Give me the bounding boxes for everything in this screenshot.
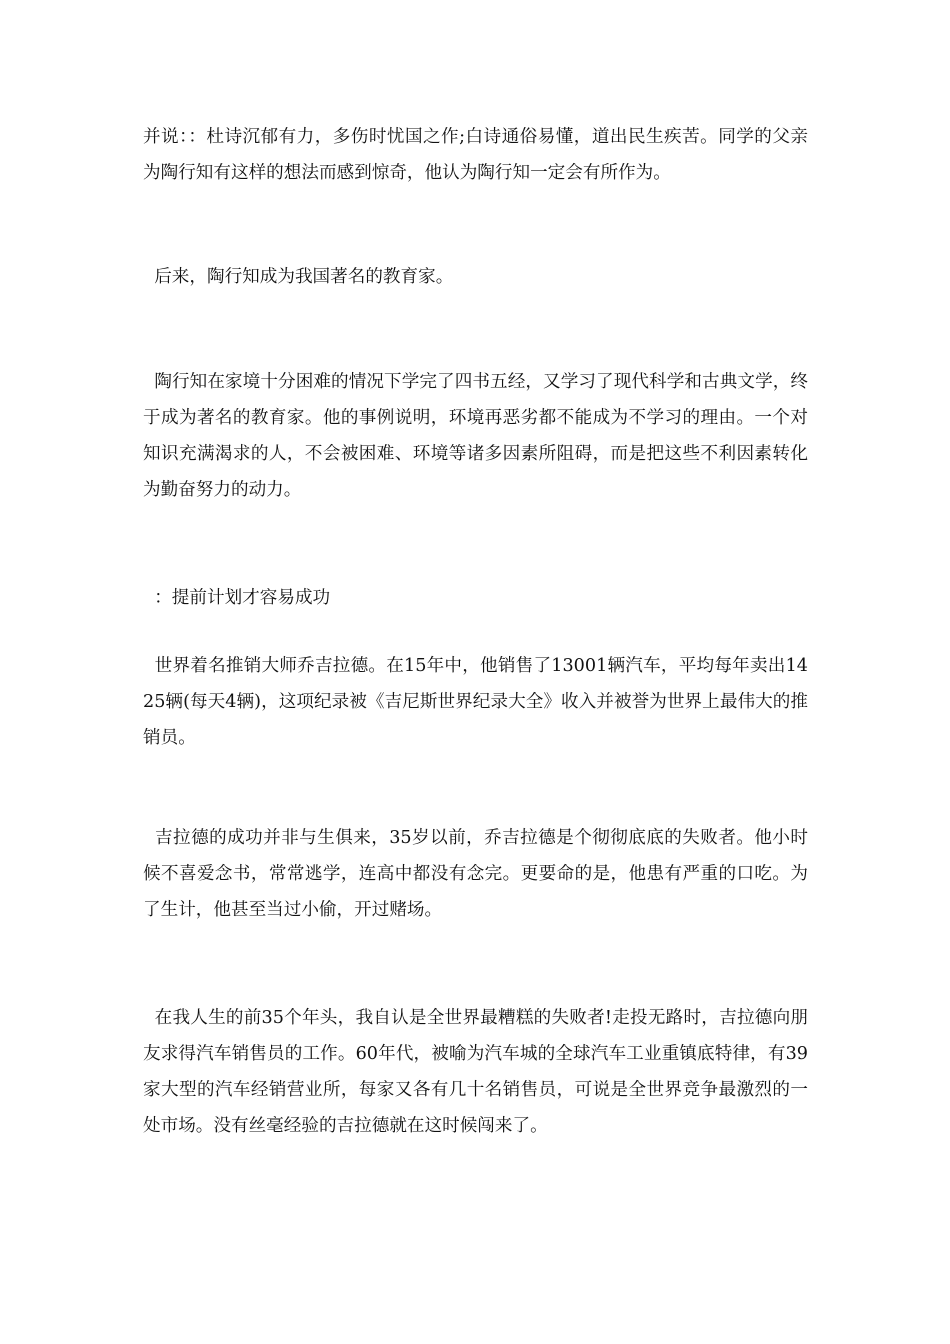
- paragraph-lesson: 陶行知在家境十分困难的情况下学完了四书五经，又学习了现代科学和古典文学，终于成为著名的教育家。他的事例说明，环境再恶劣都不能成为不学习的理由。一个对知识充满渴求的人，不会被困难、环境等诸多因素所阻碍，而是把这些不利因素转化为勤奋努力的动力。: [143, 372, 808, 500]
- section-heading: ：提前计划才容易成功: [143, 588, 331, 608]
- paragraph-sales-start: 在我人生的前35个年头，我自认是全世界最糟糕的失败者!走投无路时，吉拉德向朋友求得汽车销售员的工作。60年代，被喻为汽车城的全球汽车工业重镇底特律，有39家大型的汽车经销营业所，每家又各有几十名销售员，可说是全世界竞争最激烈的一处市场。没有丝毫经验的吉拉德就在这时候闯来了。: [143, 1008, 808, 1136]
- paragraph-poetry-comment: 并说：：杜诗沉郁有力，多伤时忧国之作;白诗通俗易懂，道出民生疾苦。同学的父亲为陶行知有这样的想法而感到惊奇，他认为陶行知一定会有所作为。: [143, 127, 808, 183]
- paragraph-joe-girard-intro: 世界着名推销大师乔吉拉德。在15年中，他销售了13001辆汽车，平均每年卖出1425辆(每天4辆)，这项纪录被《吉尼斯世界纪录大全》收入并被誉为世界上最伟大的推销员。: [143, 656, 808, 748]
- paragraph-educator: 后来，陶行知成为我国著名的教育家。: [143, 267, 454, 287]
- paragraph-early-failure: 吉拉德的成功并非与生俱来，35岁以前，乔吉拉德是个彻彻底底的失败者。他小时候不喜爱念书，常常逃学，连高中都没有念完。更要命的是，他患有严重的口吃。为了生计，他甚至当过小偷，开过赌场。: [143, 828, 808, 920]
